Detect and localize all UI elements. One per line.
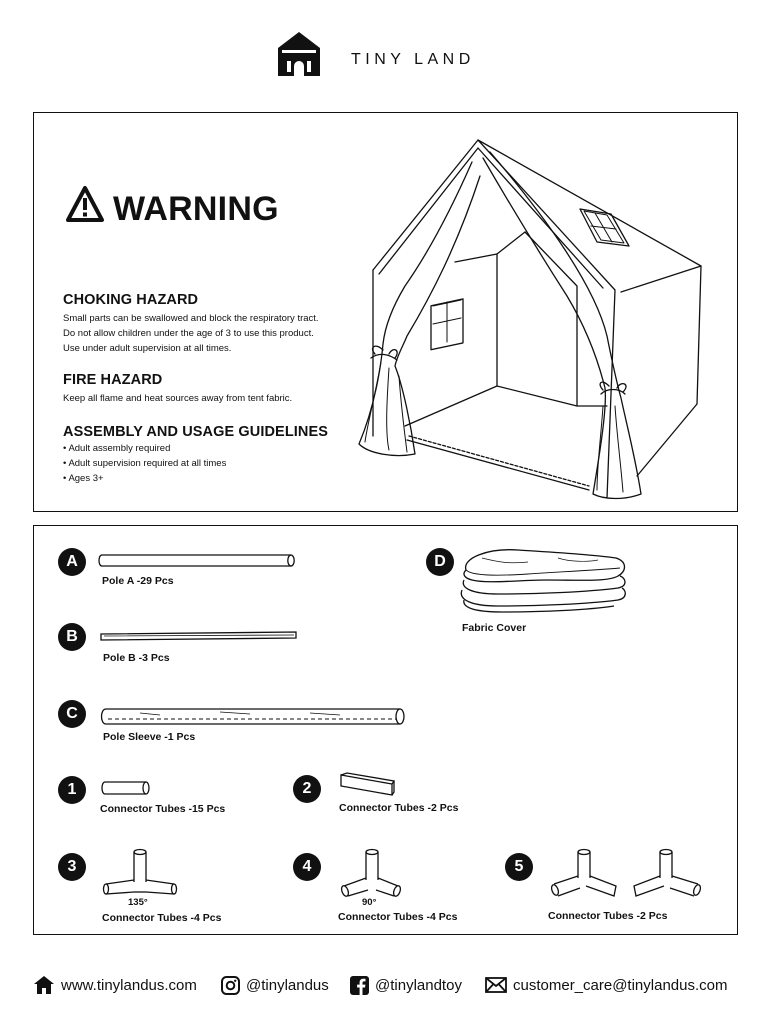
assembly-guidelines-list xyxy=(63,441,226,486)
warning-triangle-icon xyxy=(65,185,105,223)
part-badge-5: 5 xyxy=(505,853,533,881)
facebook-handle[interactable]: @tinylandtoy xyxy=(375,976,462,994)
corner-connector-pair-icon xyxy=(546,848,706,900)
text-line: Small parts can be swallowed and block the respiratory tract. xyxy=(63,313,319,324)
home-icon xyxy=(33,975,55,995)
list-item: • Ages 3+ xyxy=(63,473,104,484)
text-line: Use under adult supervision at all times. xyxy=(63,343,232,354)
list-item: • Adult assembly required xyxy=(63,443,171,454)
fabric-cover-icon xyxy=(458,546,628,616)
part-label-2: Connector Tubes -2 Pcs xyxy=(339,802,459,814)
part-label-4: Connector Tubes -4 Pcs xyxy=(338,911,458,923)
90-degree-connector-icon xyxy=(338,848,404,898)
part-label-c: Pole Sleeve -1 Pcs xyxy=(103,731,196,743)
part-badge-2: 2 xyxy=(293,775,321,803)
house-logo-icon xyxy=(276,30,322,78)
part-badge-3: 3 xyxy=(58,853,86,881)
text-line: Keep all flame and heat sources away from tent fabric. xyxy=(63,393,293,404)
list-item: • Adult supervision required at all times xyxy=(63,458,227,469)
part-label-5: Connector Tubes -2 Pcs xyxy=(548,910,668,922)
part-badge-d: D xyxy=(426,548,454,576)
choking-hazard-title: CHOKING HAZARD xyxy=(63,292,199,308)
footer-instagram[interactable] xyxy=(221,974,329,996)
footer-facebook[interactable] xyxy=(350,974,462,996)
angle-label-135: 135° xyxy=(128,897,148,908)
part-label-1: Connector Tubes -15 Pcs xyxy=(100,803,226,815)
pole-b-icon xyxy=(98,628,300,644)
facebook-icon xyxy=(350,976,369,995)
fire-hazard-text xyxy=(63,391,292,406)
part-badge-b: B xyxy=(58,623,86,651)
assembly-guidelines-title: ASSEMBLY AND USAGE GUIDELINES xyxy=(63,424,329,440)
warning-title: WARNING xyxy=(113,190,279,228)
footer-email[interactable] xyxy=(485,974,727,996)
part-badge-1: 1 xyxy=(58,776,86,804)
part-label-3: Connector Tubes -4 Pcs xyxy=(102,912,222,924)
angle-label-90: 90° xyxy=(362,897,377,908)
square-connector-icon xyxy=(338,772,396,800)
135-degree-connector-icon xyxy=(100,848,180,898)
email-link[interactable]: customer_care@tinylandus.com xyxy=(513,976,728,994)
text-line: Do not allow children under the age of 3 to use this product. xyxy=(63,328,314,339)
website-link[interactable]: www.tinylandus.com xyxy=(61,976,197,994)
envelope-icon xyxy=(485,977,507,993)
play-tent-illustration xyxy=(345,136,705,504)
fire-hazard-title: FIRE HAZARD xyxy=(63,372,163,388)
part-label-b: Pole B -3 Pcs xyxy=(103,652,170,664)
part-label-d: Fabric Cover xyxy=(462,622,527,634)
part-badge-c: C xyxy=(58,700,86,728)
pole-sleeve-icon xyxy=(100,706,410,728)
footer-website[interactable] xyxy=(33,974,197,996)
instagram-handle[interactable]: @tinylandus xyxy=(246,976,329,994)
choking-hazard-text xyxy=(63,311,319,356)
straight-connector-icon xyxy=(100,779,152,797)
part-badge-a: A xyxy=(58,548,86,576)
brand-name: TINY LAND xyxy=(351,51,475,68)
part-label-a: Pole A -29 Pcs xyxy=(102,575,174,587)
pole-a-icon xyxy=(98,552,298,570)
instagram-icon xyxy=(221,976,240,995)
part-badge-4: 4 xyxy=(293,853,321,881)
